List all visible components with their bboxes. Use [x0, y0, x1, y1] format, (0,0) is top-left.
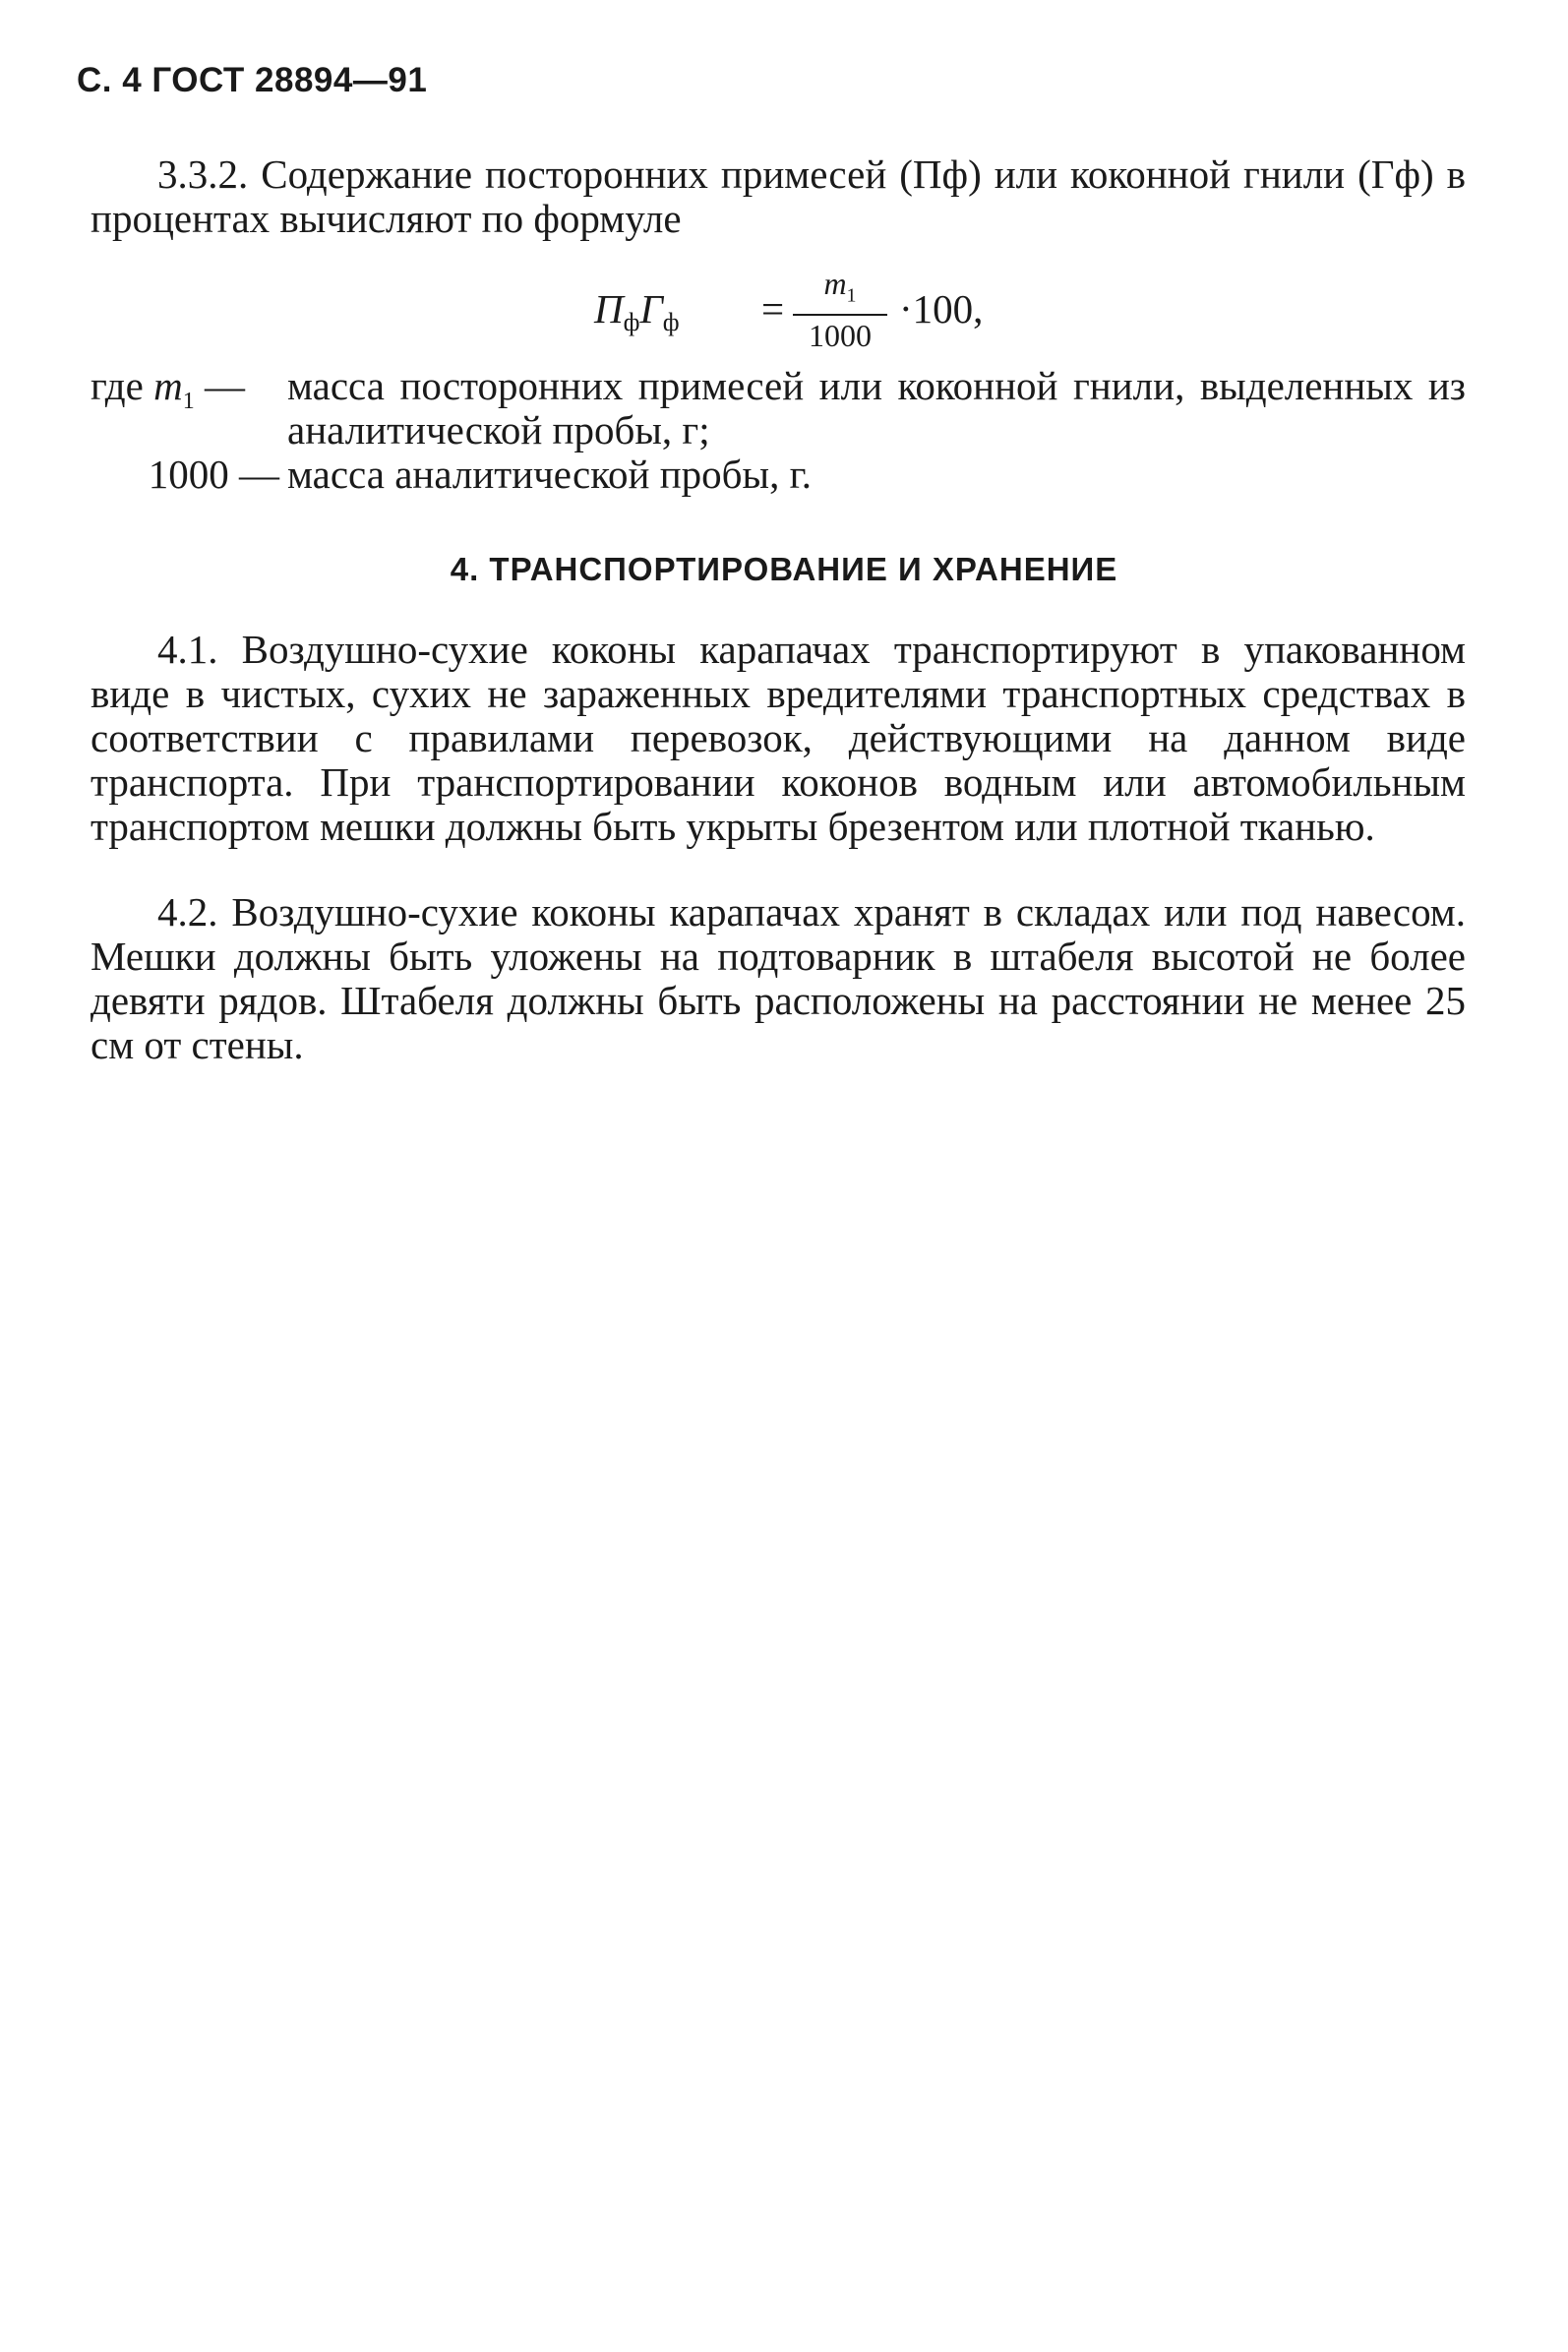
- definition-term: 1000 —: [148, 452, 279, 497]
- section-heading: 4. ТРАНСПОРТИРОВАНИЕ И ХРАНЕНИЕ: [450, 551, 1118, 587]
- formula-fraction: [789, 266, 891, 353]
- definition-term: где $m_1$ —: [90, 363, 245, 415]
- definition-text: масса аналитической пробы, г.: [287, 452, 813, 497]
- formula: [594, 266, 1007, 354]
- definition-text: масса посторонних примесей или коконной гнили, выделенных из аналитической пробы, г;: [287, 363, 1466, 452]
- paragraph-4-2: 4.2. Воздушно-сухие коконы карапачах хранят в складах или под навесом. Мешки должны быть уложены на подтоварник в штабеля высотой не более девяти рядов. Штабеля должны быть расположены на расстоянии не менее 25 см от стены.: [90, 889, 1466, 1067]
- formula-rhs: ·100,: [899, 286, 984, 332]
- definition-row: [90, 364, 1466, 452]
- formula-numerator: $m_1$: [823, 266, 857, 307]
- paragraph-4-1: 4.1. Воздушно-сухие коконы карапачах транспортируют в упакованном виде в чистых, сухих не зараженных вредителями транспортных средствах в соответствии с правилами перевозок, действующими на данном виде транспорта. При транспортировании коконов водным или автомобильным транспортом мешки должны быть укрыты брезентом или плотной тканью.: [90, 627, 1466, 849]
- fraction-bar: [793, 314, 887, 316]
- paragraph-3-3-2: 3.3.2. Содержание посторонних примесей (Пф) или коконной гнили (Гф) в процентах вычисляют по формуле: [90, 151, 1466, 241]
- formula-definitions: [90, 364, 1466, 497]
- formula-lhs: $П_фГ_ф$: [594, 286, 680, 336]
- formula-denominator: 1000: [809, 318, 872, 354]
- page-header: С. 4 ГОСТ 28894—91: [77, 61, 428, 99]
- formula-equals: =: [761, 286, 785, 332]
- definition-row: [90, 452, 1466, 497]
